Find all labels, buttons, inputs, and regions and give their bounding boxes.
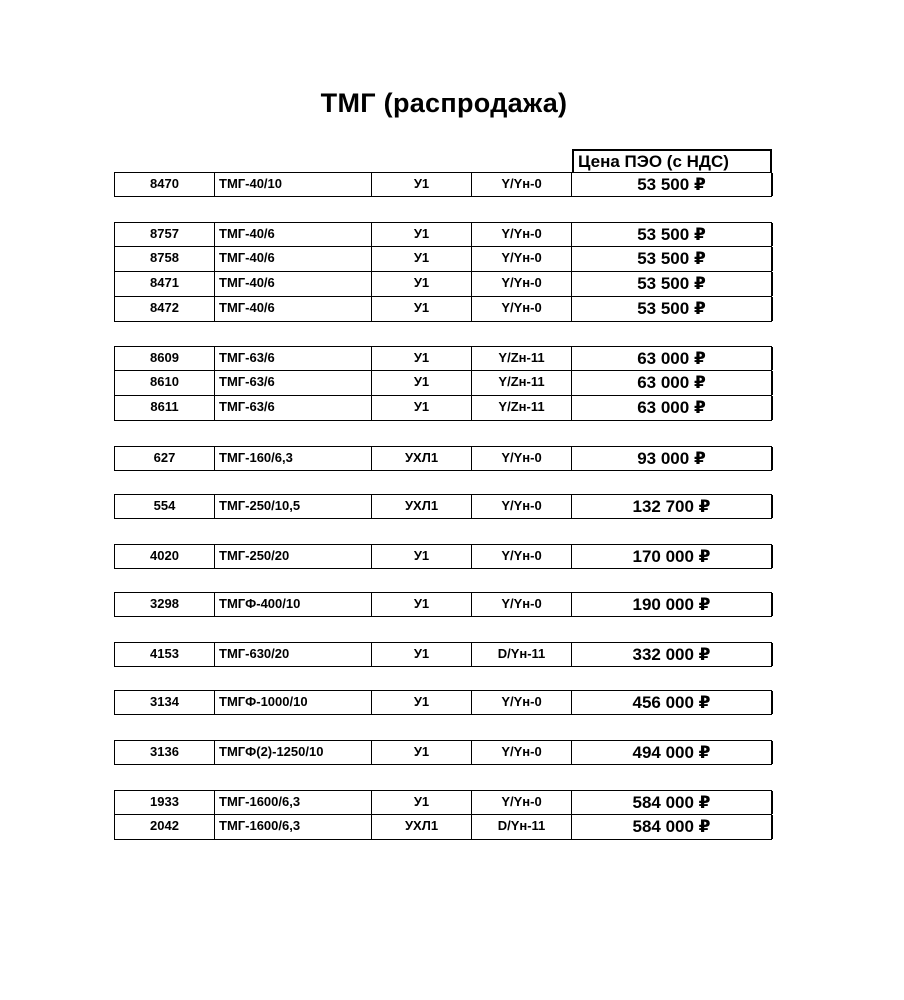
table-group xyxy=(114,690,772,715)
winding-connection: Y/Yн-0 xyxy=(472,741,572,764)
table-row xyxy=(114,222,772,247)
item-code: 2042 xyxy=(115,815,215,839)
model-name: ТМГ-40/6 xyxy=(215,272,372,296)
price-value: 53 500 ₽ xyxy=(572,247,773,271)
winding-connection: Y/Yн-0 xyxy=(472,447,572,470)
table-row xyxy=(114,346,772,371)
climate-class: УХЛ1 xyxy=(372,495,472,518)
table-group xyxy=(114,172,772,197)
price-value: 332 000 ₽ xyxy=(572,643,773,666)
price-value: 63 000 ₽ xyxy=(572,371,773,395)
model-name: ТМГ-250/20 xyxy=(215,545,372,568)
winding-connection: Y/Yн-0 xyxy=(472,223,572,246)
item-code: 3134 xyxy=(115,691,215,714)
price-value: 53 500 ₽ xyxy=(572,223,773,246)
winding-connection: Y/Yн-0 xyxy=(472,691,572,714)
climate-class: У1 xyxy=(372,545,472,568)
table-group xyxy=(114,642,772,667)
item-code: 8471 xyxy=(115,272,215,296)
table-row xyxy=(114,642,772,667)
climate-class: УХЛ1 xyxy=(372,815,472,839)
item-code: 8757 xyxy=(115,223,215,246)
item-code: 8758 xyxy=(115,247,215,271)
price-value: 53 500 ₽ xyxy=(572,272,773,296)
table-row xyxy=(114,544,772,569)
price-value: 53 500 ₽ xyxy=(572,297,773,321)
model-name: ТМГ-40/10 xyxy=(215,173,372,196)
model-name: ТМГ-1600/6,3 xyxy=(215,791,372,814)
winding-connection: Y/Zн-11 xyxy=(472,396,572,420)
winding-connection: Y/Yн-0 xyxy=(472,297,572,321)
item-code: 627 xyxy=(115,447,215,470)
climate-class: У1 xyxy=(372,347,472,370)
model-name: ТМГФ(2)-1250/10 xyxy=(215,741,372,764)
price-value: 132 700 ₽ xyxy=(572,495,773,518)
price-column-header: Цена ПЭО (с НДС) xyxy=(572,149,772,172)
model-name: ТМГ-40/6 xyxy=(215,223,372,246)
price-value: 93 000 ₽ xyxy=(572,447,773,470)
climate-class: У1 xyxy=(372,223,472,246)
winding-connection: D/Yн-11 xyxy=(472,815,572,839)
price-value: 63 000 ₽ xyxy=(572,347,773,370)
item-code: 4020 xyxy=(115,545,215,568)
climate-class: У1 xyxy=(372,272,472,296)
item-code: 8611 xyxy=(115,396,215,420)
climate-class: У1 xyxy=(372,691,472,714)
winding-connection: Y/Zн-11 xyxy=(472,347,572,370)
table-row xyxy=(114,815,772,840)
table-row xyxy=(114,740,772,765)
climate-class: У1 xyxy=(372,396,472,420)
item-code: 554 xyxy=(115,495,215,518)
model-name: ТМГ-40/6 xyxy=(215,297,372,321)
item-code: 4153 xyxy=(115,643,215,666)
price-value: 584 000 ₽ xyxy=(572,791,773,814)
table-row xyxy=(114,247,772,272)
table-row xyxy=(114,446,772,471)
item-code: 1933 xyxy=(115,791,215,814)
climate-class: У1 xyxy=(372,741,472,764)
winding-connection: Y/Yн-0 xyxy=(472,247,572,271)
climate-class: У1 xyxy=(372,247,472,271)
item-code: 3136 xyxy=(115,741,215,764)
model-name: ТМГ-630/20 xyxy=(215,643,372,666)
model-name: ТМГ-40/6 xyxy=(215,247,372,271)
model-name: ТМГФ-400/10 xyxy=(215,593,372,616)
price-value: 190 000 ₽ xyxy=(572,593,773,616)
table-group xyxy=(114,544,772,569)
winding-connection: D/Yн-11 xyxy=(472,643,572,666)
item-code: 3298 xyxy=(115,593,215,616)
model-name: ТМГ-63/6 xyxy=(215,371,372,395)
model-name: ТМГ-63/6 xyxy=(215,396,372,420)
winding-connection: Y/Zн-11 xyxy=(472,371,572,395)
winding-connection: Y/Yн-0 xyxy=(472,791,572,814)
climate-class: У1 xyxy=(372,643,472,666)
price-value: 63 000 ₽ xyxy=(572,396,773,420)
item-code: 8472 xyxy=(115,297,215,321)
table-group xyxy=(114,592,772,617)
climate-class: У1 xyxy=(372,791,472,814)
table-row xyxy=(114,172,772,197)
table-group xyxy=(114,222,772,322)
model-name: ТМГ-250/10,5 xyxy=(215,495,372,518)
model-name: ТМГФ-1000/10 xyxy=(215,691,372,714)
page-title: ТМГ (распродажа) xyxy=(320,88,568,118)
climate-class: У1 xyxy=(372,593,472,616)
table-group xyxy=(114,740,772,765)
model-name: ТМГ-63/6 xyxy=(215,347,372,370)
price-value: 456 000 ₽ xyxy=(572,691,773,714)
table-row xyxy=(114,396,772,421)
winding-connection: Y/Yн-0 xyxy=(472,495,572,518)
table-group xyxy=(114,446,772,471)
model-name: ТМГ-1600/6,3 xyxy=(215,815,372,839)
table-row xyxy=(114,371,772,396)
price-value: 170 000 ₽ xyxy=(572,545,773,568)
climate-class: У1 xyxy=(372,173,472,196)
table-row xyxy=(114,494,772,519)
winding-connection: Y/Yн-0 xyxy=(472,272,572,296)
winding-connection: Y/Yн-0 xyxy=(472,173,572,196)
winding-connection: Y/Yн-0 xyxy=(472,545,572,568)
price-value: 494 000 ₽ xyxy=(572,741,773,764)
table-row xyxy=(114,690,772,715)
table-row xyxy=(114,272,772,297)
table-group xyxy=(114,346,772,421)
climate-class: УХЛ1 xyxy=(372,447,472,470)
climate-class: У1 xyxy=(372,371,472,395)
item-code: 8470 xyxy=(115,173,215,196)
winding-connection: Y/Yн-0 xyxy=(472,593,572,616)
item-code: 8610 xyxy=(115,371,215,395)
model-name: ТМГ-160/6,3 xyxy=(215,447,372,470)
table-group xyxy=(114,790,772,840)
price-value: 584 000 ₽ xyxy=(572,815,773,839)
item-code: 8609 xyxy=(115,347,215,370)
table-row xyxy=(114,790,772,815)
price-value: 53 500 ₽ xyxy=(572,173,773,196)
table-group xyxy=(114,494,772,519)
table-row xyxy=(114,592,772,617)
climate-class: У1 xyxy=(372,297,472,321)
table-row xyxy=(114,297,772,322)
